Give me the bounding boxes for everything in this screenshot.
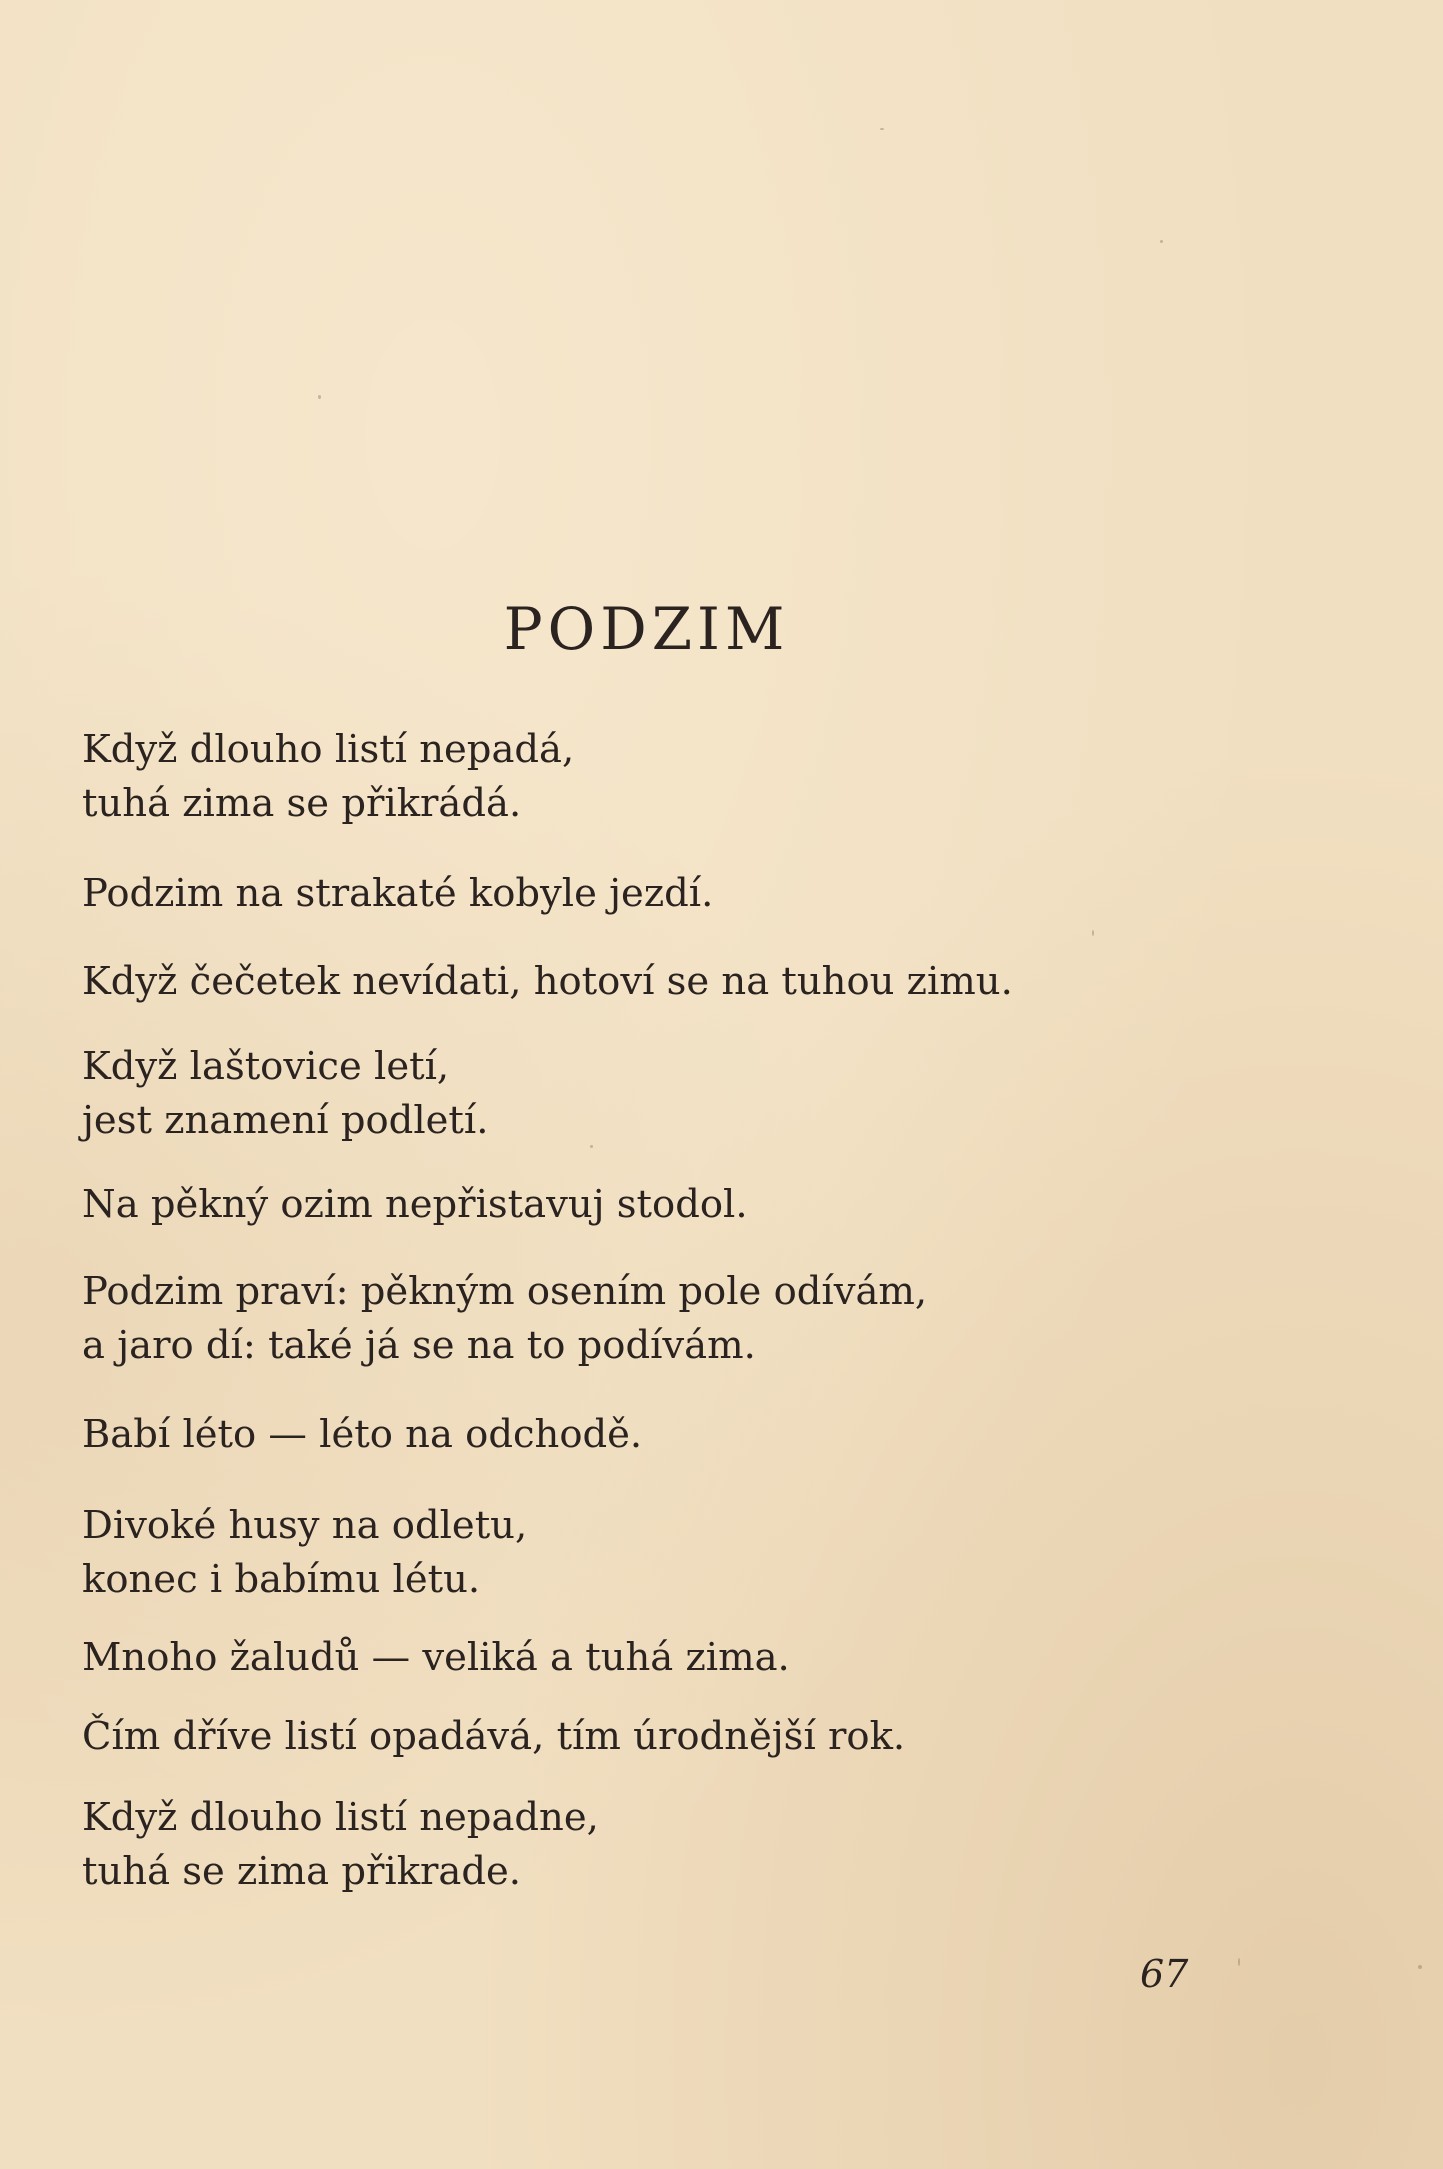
saying-line: Na pěkný ozim nepřistavuj stodol. <box>82 1182 748 1227</box>
saying-8 <box>82 1499 527 1607</box>
saying-9 <box>82 1631 790 1685</box>
paper-speck <box>1092 930 1094 936</box>
saying-line: Když dlouho listí nepadá, <box>82 727 575 772</box>
paper-speck <box>590 1145 593 1148</box>
saying-line: tuhá se zima přikrade. <box>82 1849 522 1894</box>
saying-line: Podzim na strakaté kobyle jezdí. <box>82 871 714 916</box>
saying-line: Když dlouho listí nepadne, <box>82 1795 599 1840</box>
saying-7 <box>82 1408 642 1462</box>
paper-speck <box>1418 1965 1422 1969</box>
saying-line: Čím dříve listí opadává, tím úrodnější rok. <box>82 1714 906 1759</box>
saying-line: Mnoho žaludů — veliká a tuhá zima. <box>82 1635 790 1680</box>
paper-speck <box>880 128 884 130</box>
saying-11 <box>82 1791 599 1899</box>
title-text: PODZIM <box>503 595 790 663</box>
saying-6 <box>82 1265 927 1373</box>
saying-line: Divoké husy na odletu, <box>82 1503 528 1548</box>
page-title <box>0 595 1443 663</box>
saying-2 <box>82 867 713 921</box>
saying-4 <box>82 1040 488 1148</box>
saying-5 <box>82 1178 748 1232</box>
paper-speck <box>318 395 321 399</box>
saying-line: Podzim praví: pěkným osením pole odívám, <box>82 1269 928 1314</box>
saying-line: jest znamení podletí. <box>82 1098 489 1143</box>
page-number: 67 <box>1140 1952 1189 1996</box>
saying-line: konec i babímu létu. <box>82 1557 481 1602</box>
saying-1 <box>82 723 574 831</box>
saying-3 <box>82 955 1013 1009</box>
paper-speck <box>1238 1958 1240 1966</box>
saying-line: Když laštovice letí, <box>82 1044 450 1089</box>
saying-10 <box>82 1710 905 1764</box>
saying-line: Babí léto — léto na odchodě. <box>82 1412 643 1457</box>
saying-line: tuhá zima se přikrádá. <box>82 781 522 826</box>
saying-line: Když čečetek nevídati, hotoví se na tuhou zimu. <box>82 959 1013 1004</box>
paper-speck <box>1160 240 1163 243</box>
saying-line: a jaro dí: také já se na to podívám. <box>82 1323 756 1368</box>
